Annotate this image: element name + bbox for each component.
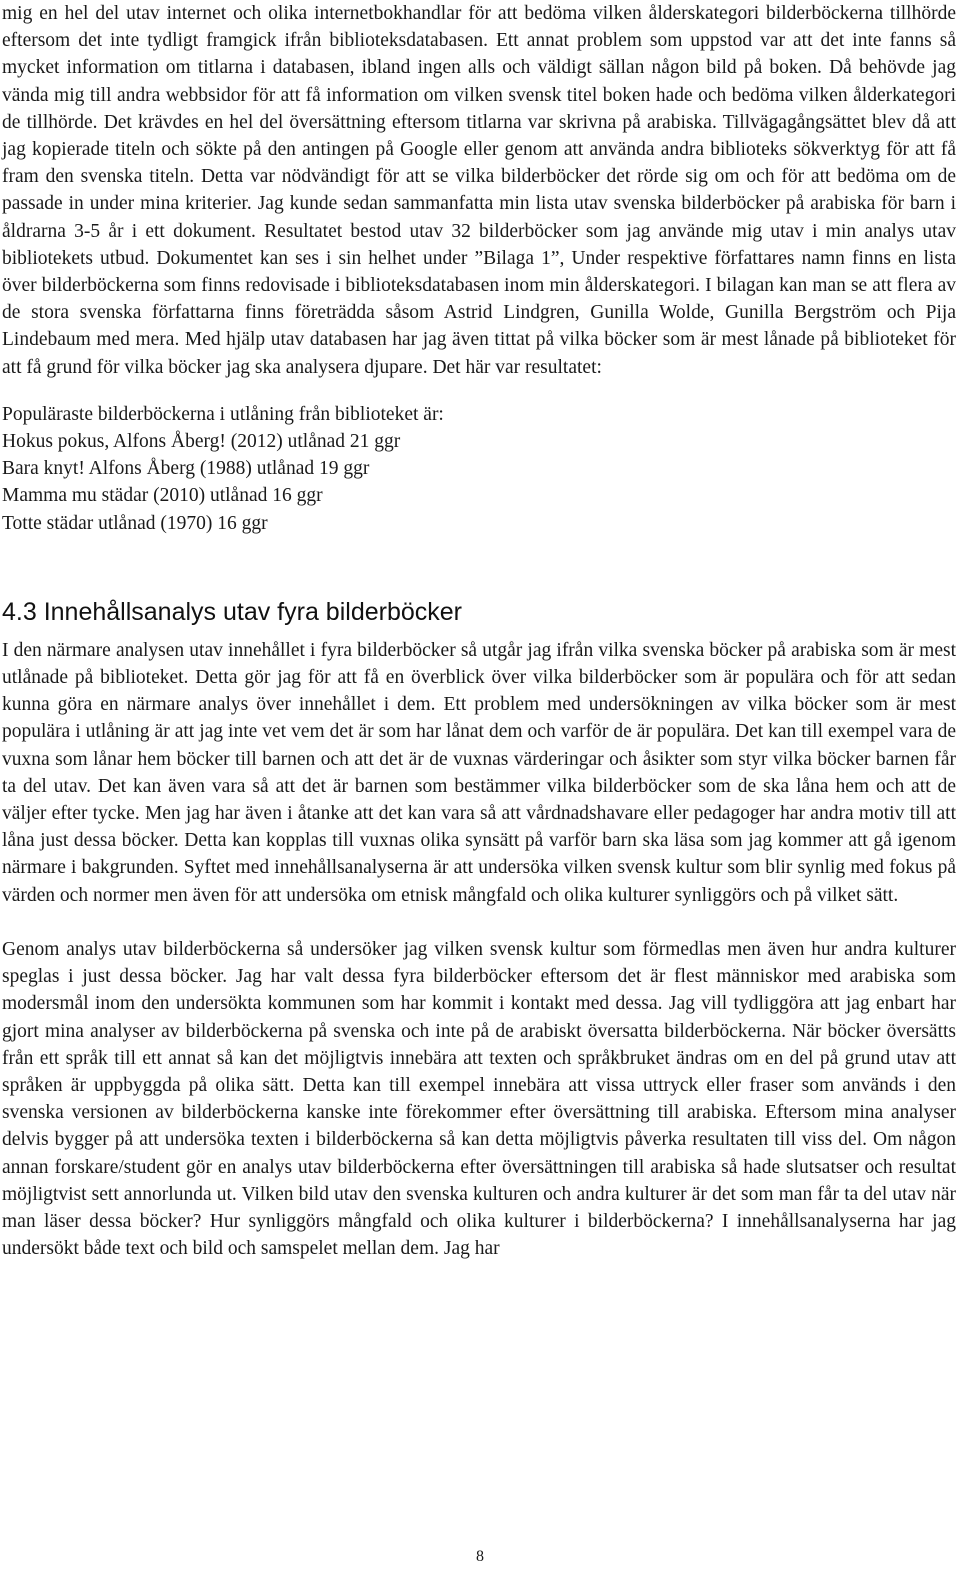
- section-heading: 4.3 Innehållsanalys utav fyra bilderböcker: [2, 597, 462, 626]
- body-paragraph-intro: mig en hel del utav internet och olika internetbokhandlar för att bedöma vilken ålderskategori bilderböckerna tillhörde eftersom det inte tydligt framgick ifrån biblioteksdatabasen. Ett annat problem som uppstod var att det inte fanns så mycket information om titlarna i databasen, ibland ingen alls och väldigt sällan någon bild på boken. Då behövde jag vända mig till andra webbsidor för att få information om vilken svensk titel boken hade och bedöma vilken ålderkategori de tillhörde. Det krävdes en hel del översättning eftersom titlarna var skrivna på arabiska. Tillvägagångsättet blev då att jag kopierade titeln och sökte på den antingen på Google eller genom att använda andra biblioteks sökverktyg för att få fram den svenska titeln. Detta var nödvändigt för att se vilka bilderböcker det rörde sig om och för att bedöma om de passade in under mina kriterier. Jag kunde sedan sammanfatta min lista utav svenska bilderböcker på arabiska för barn i åldrarna 3-5 år i ett dokument. Resultatet bestod utav 32 bilderböcker som jag använde mig utav i min analys utav bibliotekets utbud. Dokumentet kan ses i sin helhet under ”Bilaga 1”, Under respektive författares namn finns en lista över bilderböckerna som finns redovisade i biblioteksdatabasen inom min ålderskategori. I bilagan kan man se att flera av de stora svenska författarna finns företrädda såsom Astrid Lindgren, Gunilla Wolde, Gunilla Bergström och Pija Lindebaum med mera. Med hjälp utav databasen har jag även tittat på vilka böcker som är mest lånade på biblioteket för att få grund för vilka böcker jag ska analysera djupare. Det här var resultatet:: [2, 3, 956, 378]
- page-number: 8: [476, 1548, 484, 1565]
- list-item: Totte städar utlånad (1970) 16 ggr: [2, 512, 268, 534]
- popular-books-heading: Populäraste bilderböckerna i utlåning från biblioteket är:: [2, 403, 444, 425]
- body-paragraph: Genom analys utav bilderböckerna så undersöker jag vilken svensk kultur som förmedlas men även hur andra kulturer speglas i just dessa böcker. Jag har valt dessa fyra bilderböcker eftersom det är flest människor med arabiska som modersmål inom den undersökta kommunen som har kommit i kontakt med dessa. Jag vill tydliggöra att jag enbart har gjort mina analyser av bilderböckerna på svenska och inte på de arabiskt översatta bilderböckerna. När böcker översätts från ett språk till ett annat så kan det möjligtvis innebära att texten och språkbruket ändras om en del på grund utav att språken är uppbyggda på olika sätt. Detta kan till exempel innebära att vissa uttryck eller fraser som används i den svenska versionen av bilderböckerna kanske inte förekommer efter översättning till arabiska. Eftersom mina analyser delvis bygger på att undersöka texten i bilderböckerna så kan detta möjligtvis påverka resultaten till viss del. Om någon annan forskare/student gör en analys utav bilderböckerna efter översättningen till arabiska så hade slutsatser och resultat möjligtvist sett annorlunda ut. Vilken bild utav den svenska kulturen och andra kulturer är det som man får ta del utav när man läser dessa böcker? Hur synliggörs mångfald och olika kulturer i bilderböckerna? I innehållsanalyserna har jag undersökt både text och bild och samspelet mellan dem. Jag har: [2, 938, 956, 1260]
- page-content: [2, 0, 956, 1262]
- paragraph-gap: [2, 909, 956, 936]
- list-item: Mamma mu städar (2010) utlånad 16 ggr: [2, 485, 323, 507]
- list-item: Bara knyt! Alfons Åberg (1988) utlånad 19 ggr: [2, 458, 370, 480]
- popular-books-list: [2, 401, 956, 537]
- body-paragraph: I den närmare analysen utav innehållet i fyra bilderböcker så utgår jag ifrån vilka svenska böcker på arabiska som är mest utlånade på biblioteket. Detta gör jag för att få en överblick över vilka bilderböcker som är populära och för att sedan kunna göra en närmare analys över innehållet i dem. Ett problem med undersökningen av vilka böcker som är mest populära i utlåning är att jag inte vet vem det är som har lånat dem och varför de är populära. Det kan till exempel vara de vuxna som lånar hem böcker till barnen och att det är de vuxnas värderingar och åsikter som styr vilka böcker barnen får ta del utav. Det kan även vara så att det är barnen som bestämmer vilka bilderböcker som de ska låna hem och att de väljer efter tycke. Men jag har även i åtanke att det kan vara så att vårdnadshavare eller pedagoger har andra motiv till att låna just dessa böcker. Detta kan kopplas till vuxnas olika synsätt på varför barn ska läsa som jag kommer att gå igenom närmare i bakgrunden. Syftet med innehållsanalyserna är att undersöka vilken svensk kultur som blir synlig med fokus på värden och normer men även för att undersöka om etnisk mångfald och olika kulturer synliggörs och på vilket sätt.: [2, 639, 956, 906]
- list-item: Hokus pokus, Alfons Åberg! (2012) utlånad 21 ggr: [2, 431, 401, 453]
